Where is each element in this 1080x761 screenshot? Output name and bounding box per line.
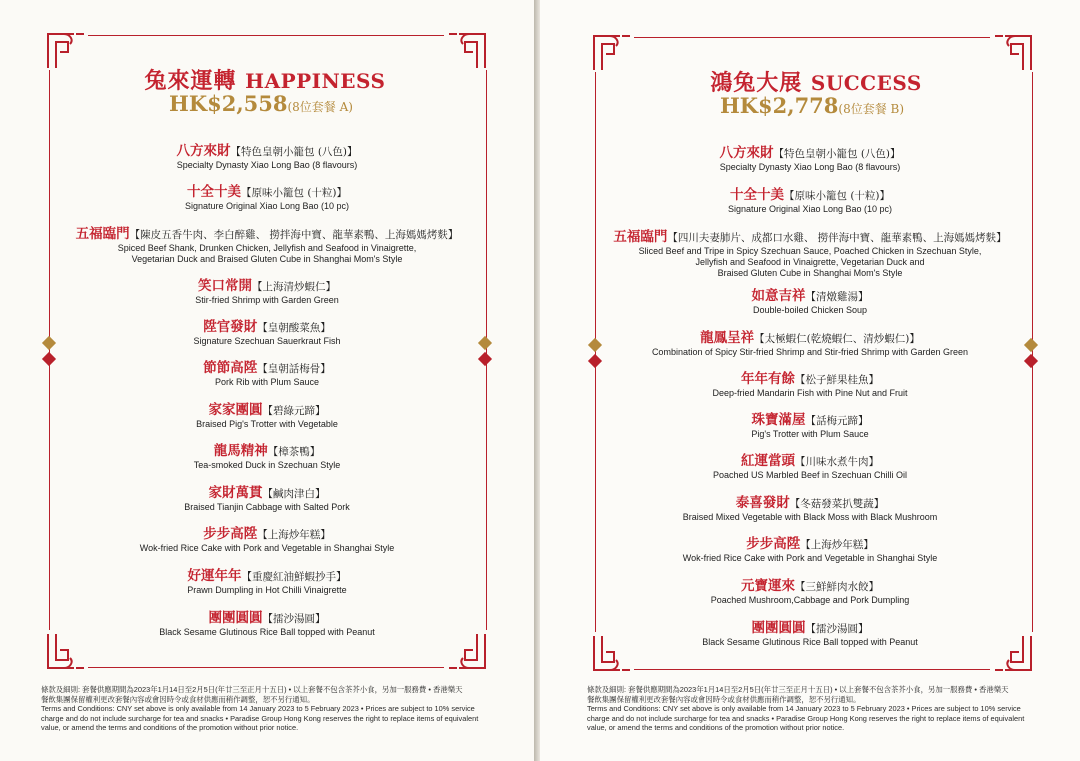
menu-item-cn xyxy=(0,184,534,201)
menu-item-en: Black Sesame Glutinous Rice Ball topped with Peanut xyxy=(702,637,918,647)
menu-item-detail: 【三鮮鮮肉水餃】 xyxy=(795,581,879,593)
menu-item-detail: 【話梅元蹄】 xyxy=(805,415,869,427)
menu-item-cn xyxy=(540,371,1080,388)
menu-item xyxy=(540,495,1080,523)
menu-item-cn xyxy=(540,536,1080,553)
menu-item-detail: 【重慶紅油鮮蝦抄手】 xyxy=(241,571,347,583)
menu-item-cn xyxy=(540,412,1080,429)
menu-item-detail: 【松子鮮果桂魚】 xyxy=(795,374,879,386)
menu-item-detail: 【太極蝦仁(乾燒蝦仁、清炒蝦仁)】 xyxy=(754,333,920,345)
menu-item xyxy=(540,288,1080,316)
menu-item xyxy=(540,229,1080,279)
menu-item-cn xyxy=(540,495,1080,512)
menu-item xyxy=(540,620,1080,648)
menu-item-cn xyxy=(0,610,534,627)
menu-item-cn xyxy=(540,620,1080,637)
menu-item-en: Tea-smoked Duck in Szechuan Style xyxy=(193,460,341,470)
menu-item-en: Combination of Spicy Stir-fried Shrimp and Stir-fried Shrimp with Garden Green xyxy=(651,347,969,357)
menu-item-cn xyxy=(0,568,534,585)
menu-item-cn xyxy=(540,288,1080,305)
menu-item-cn xyxy=(540,330,1080,347)
menu-item xyxy=(540,536,1080,564)
menu-item-name: 家財萬貫 xyxy=(208,485,263,501)
menu-item xyxy=(540,412,1080,440)
menu-item-detail: 【上海炒年糕】 xyxy=(257,529,331,541)
menu-item-detail: 【碧綠元蹄】 xyxy=(262,405,326,417)
menu-item-en: Pig's Trotter with Plum Sauce xyxy=(751,429,869,439)
menu-item-name: 八方來財 xyxy=(719,145,774,161)
border-top-line xyxy=(88,35,444,36)
menu-item-name: 元寶運來 xyxy=(741,578,795,594)
menu-item-name: 紅運當頭 xyxy=(741,453,795,469)
set-price xyxy=(0,91,528,116)
menu-item-detail: 【鹹肉津白】 xyxy=(262,488,326,500)
menu-item xyxy=(0,402,534,430)
border-bottom-line xyxy=(634,669,990,670)
menu-item-en: Specialty Dynasty Xiao Long Bao (8 flavours) xyxy=(719,162,901,172)
menu-item-en: Spiced Beef Shank, Drunken Chicken, Jellyfish and Seafood in Vinaigrette, Vegetarian Duck and Braised Gluten Cube in Shanghai Mom's Style xyxy=(117,243,417,264)
menu-item-en: Prawn Dumpling in Hot Chilli Vinaigrette xyxy=(187,585,347,595)
menu-item-name: 五福臨門 xyxy=(75,226,130,242)
set-title-en: SUCCESS xyxy=(810,71,922,95)
menu-item xyxy=(0,360,534,388)
menu-item xyxy=(540,578,1080,606)
menu-item-detail: 【原味小籠包 (十粒)】 xyxy=(240,187,348,199)
menu-item-detail: 【四川夫妻肺片、成都口水雞、 撈伴海中寶、龍華素鴨、上海媽媽烤麩】 xyxy=(667,232,1007,244)
menu-item-detail: 【川味水煮牛肉】 xyxy=(795,456,879,468)
price-value: HK$2,778 xyxy=(719,93,839,118)
menu-item-cn xyxy=(0,319,534,336)
menu-item-en: Deep-fried Mandarin Fish with Pine Nut and Fruit xyxy=(712,388,908,398)
menu-item-cn xyxy=(0,485,534,502)
terms-and-conditions: 條款及細則: 套餐供應期間為2023年1月14日至2月5日(年廿三至正月十五日) • 以上套餐不包含茶芥小食，另加一服務費 • 香港樂天 餐飲集團保留權利更改套餐內容或會因時令或食材供應而稍作調整，恕不另行通知。 Terms and Conditions: CNY set above is only available from 14 January 2023 to 5 February 2023 • Prices are subject to 10% service charge and do not include surcharge for tea and snacks • Paradise Group Hong Kong reserves the right to replace items of equivalent value, or amend the terms and conditions of the promotion without prior notice. xyxy=(587,685,1025,733)
menu-item-en: Poached US Marbled Beef in Szechuan Chilli Oil xyxy=(712,470,908,480)
menu-item xyxy=(540,145,1080,173)
menu-item-name: 五福臨門 xyxy=(613,229,668,245)
menu-item-cn xyxy=(0,402,534,419)
menu-item-cn xyxy=(540,578,1080,595)
terms-and-conditions: 條款及細則: 套餐供應期間為2023年1月14日至2月5日(年廿三至正月十五日) • 以上套餐不包含茶芥小食，另加一服務費 • 香港樂天 餐飲集團保留權利更改套餐內容或會因時令或食材供應而稍作調整，恕不另行通知。 Terms and Conditions: CNY set above is only available from 14 January 2023 to 5 February 2023 • Prices are subject to 10% service charge and do not include surcharge for tea and snacks • Paradise Group Hong Kong reserves the right to replace items of equivalent value, or amend the terms and conditions of the promotion without prior notice. xyxy=(41,685,479,733)
menu-item xyxy=(540,330,1080,358)
menu-item-detail: 【冬菇發菜扒雙蔬】 xyxy=(789,498,885,510)
menu-item-name: 八方來財 xyxy=(176,143,231,159)
menu-item-detail: 【皇朝酸菜魚】 xyxy=(257,322,331,334)
menu-item-detail: 【上海清炒蝦仁】 xyxy=(252,281,336,293)
menu-item-name: 步步高陞 xyxy=(746,536,801,552)
menu-page-set-a xyxy=(0,0,534,761)
menu-item-en: Double-boiled Chicken Soup xyxy=(752,305,868,315)
menu-item-name: 如意吉祥 xyxy=(751,288,806,304)
menu-item-cn xyxy=(0,443,534,460)
menu-item-detail: 【陳皮五香牛肉、李白醉雞、 撈拌海中寶、龍華素鴨、上海媽媽烤麩】 xyxy=(129,229,459,241)
menu-item xyxy=(0,443,534,471)
menu-item xyxy=(540,453,1080,481)
menu-item-cn xyxy=(540,453,1080,470)
menu-item-cn xyxy=(0,226,534,243)
menu-item-name: 陞官發財 xyxy=(203,319,258,335)
menu-item xyxy=(0,485,534,513)
menu-item-name: 好運年年 xyxy=(187,568,242,584)
menu-item-detail: 【原味小籠包 (十粒)】 xyxy=(783,190,891,202)
price-note: (8位套餐 A) xyxy=(287,100,353,114)
set-title-cn: 鴻兔大展 xyxy=(710,70,803,96)
price-value: HK$2,558 xyxy=(169,91,288,116)
menu-item-en: Braised Mixed Vegetable with Black Moss with Black Mushroom xyxy=(682,512,938,522)
set-title-en: HAPPINESS xyxy=(245,69,386,93)
menu-item-name: 步步高陞 xyxy=(203,526,258,542)
menu-item-name: 珠寶滿屋 xyxy=(751,412,806,428)
menu-item-name: 團團圓圓 xyxy=(208,610,263,626)
menu-item-detail: 【樟茶鴨】 xyxy=(267,446,321,458)
menu-item xyxy=(540,187,1080,215)
menu-item-en: Stir-fried Shrimp with Garden Green xyxy=(195,295,339,305)
menu-item xyxy=(0,526,534,554)
menu-page-set-b xyxy=(540,0,1080,761)
menu-item-name: 團團圓圓 xyxy=(751,620,806,636)
menu-item xyxy=(540,371,1080,399)
menu-item-en: Signature Szechuan Sauerkraut Fish xyxy=(193,336,341,346)
menu-item-cn xyxy=(540,187,1080,204)
menu-item-en: Braised Pig's Trotter with Vegetable xyxy=(196,419,338,429)
menu-list xyxy=(540,145,1080,662)
menu-item-en: Specialty Dynasty Xiao Long Bao (8 flavours) xyxy=(176,160,358,170)
menu-item-cn xyxy=(0,360,534,377)
menu-item xyxy=(0,226,534,265)
menu-item-en: Black Sesame Glutinous Rice Ball topped with Peanut xyxy=(159,627,375,637)
menu-item xyxy=(0,278,534,306)
menu-item xyxy=(0,568,534,596)
menu-item-name: 龍鳳呈祥 xyxy=(700,330,755,346)
menu-item xyxy=(0,184,534,212)
menu-item-name: 十全十美 xyxy=(729,187,784,203)
menu-item-en: Signature Original Xiao Long Bao (10 pc) xyxy=(184,201,350,211)
menu-item-detail: 【皇朝話梅骨】 xyxy=(257,363,331,375)
menu-item-en: Signature Original Xiao Long Bao (10 pc) xyxy=(727,204,893,214)
menu-item xyxy=(0,143,534,171)
menu-item-en: Poached Mushroom,Cabbage and Pork Dumpling xyxy=(710,595,910,605)
menu-item-cn xyxy=(0,526,534,543)
menu-list xyxy=(0,143,534,652)
menu-item-cn xyxy=(540,145,1080,162)
menu-item-detail: 【特色皇朝小籠包 (八色)】 xyxy=(773,148,901,160)
menu-item-detail: 【特色皇朝小籠包 (八色)】 xyxy=(230,146,358,158)
menu-item-cn xyxy=(540,229,1080,246)
menu-item-name: 節節高陞 xyxy=(203,360,258,376)
menu-item-name: 十全十美 xyxy=(186,184,241,200)
menu-item-en: Pork Rib with Plum Sauce xyxy=(214,377,320,387)
menu-item-detail: 【擂沙湯圓】 xyxy=(262,613,326,625)
set-title-cn: 兔來運轉 xyxy=(144,68,237,94)
menu-item-detail: 【上海炒年糕】 xyxy=(800,539,874,551)
border-bottom-line xyxy=(88,667,444,668)
menu-item-en: Wok-fried Rice Cake with Pork and Vegetable in Shanghai Style xyxy=(682,553,938,563)
price-note: (8位套餐 B) xyxy=(838,102,905,116)
menu-item-cn xyxy=(0,278,534,295)
menu-item-name: 泰喜發財 xyxy=(735,495,790,511)
menu-item-en: Wok-fried Rice Cake with Pork and Vegetable in Shanghai Style xyxy=(139,543,395,553)
menu-item-en: Sliced Beef and Tripe in Spicy Szechuan Sauce, Poached Chicken in Szechuan Style, Jellyfish and Seafood in Vinaigrette, Vegetarian Duck and Braised Gluten Cube in Shanghai Mom's Style xyxy=(638,246,982,278)
menu-item-detail: 【清燉雞湯】 xyxy=(805,291,869,303)
menu-item xyxy=(0,319,534,347)
menu-item-detail: 【擂沙湯圓】 xyxy=(805,623,869,635)
menu-item-cn xyxy=(0,143,534,160)
menu-item-en: Braised Tianjin Cabbage with Salted Pork xyxy=(184,502,350,512)
set-price xyxy=(542,93,1080,118)
menu-item-name: 年年有餘 xyxy=(741,371,795,387)
menu-item xyxy=(0,610,534,638)
menu-item-name: 龍馬精神 xyxy=(213,443,268,459)
border-top-line xyxy=(634,37,990,38)
menu-item-name: 笑口常開 xyxy=(198,278,252,294)
menu-item-name: 家家團圓 xyxy=(208,402,263,418)
